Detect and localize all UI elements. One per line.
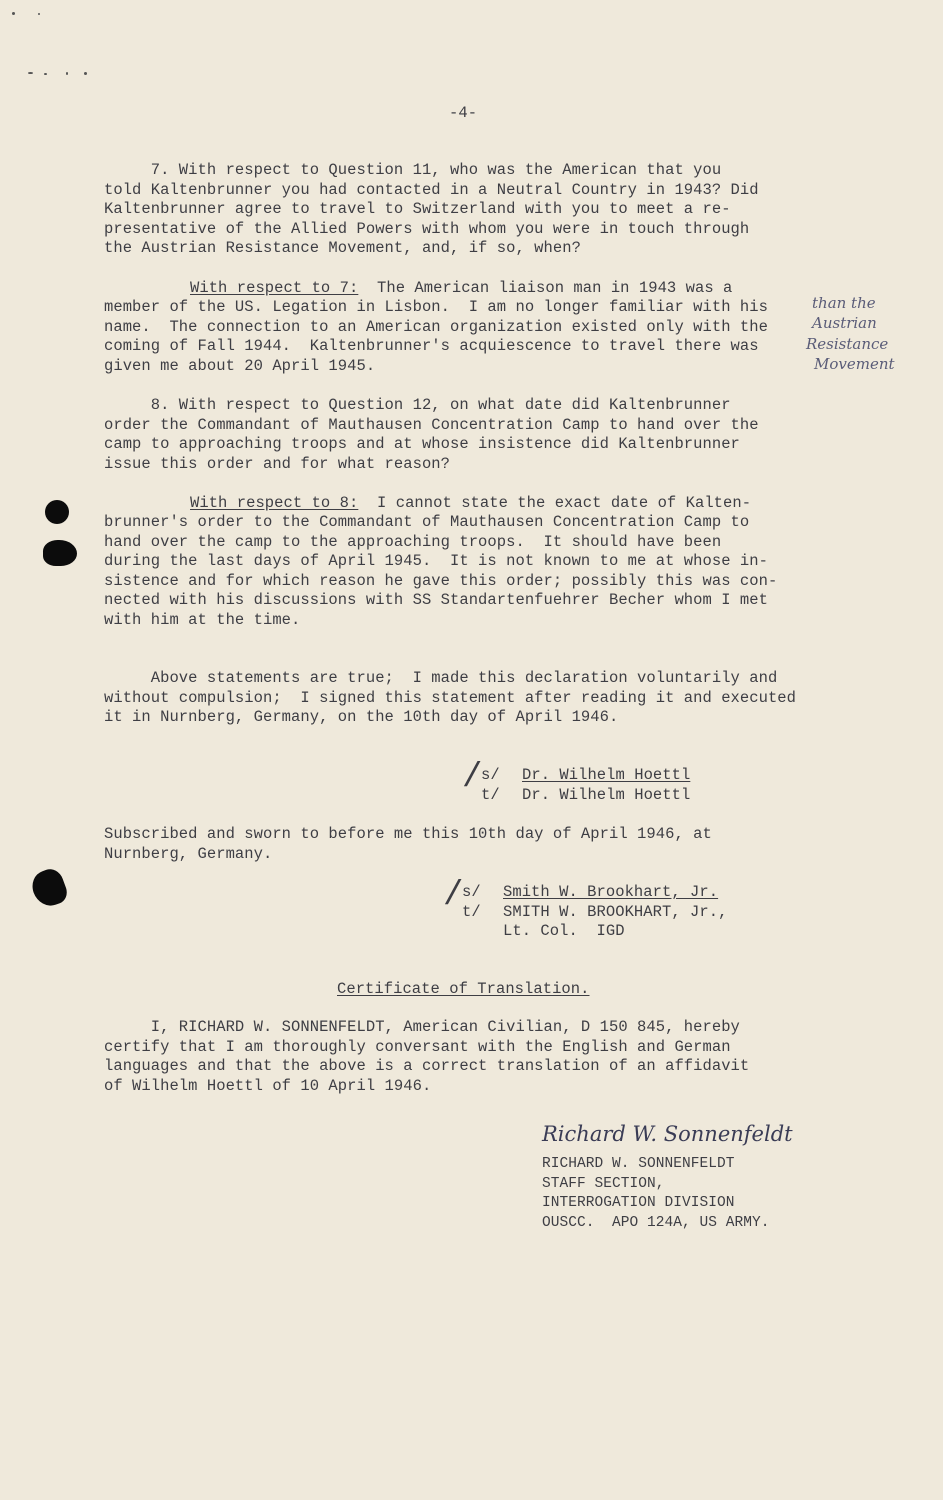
text-line: member of the US. Legation in Lisbon. I am no longer familiar with his [104, 298, 768, 316]
signed-name: Dr. Wilhelm Hoettl [522, 766, 691, 784]
text-line: during the last days of April 1945. It is not known to me at whose in- [104, 552, 768, 570]
handwritten-signature: Richard W. Sonnenfeldt [542, 1122, 793, 1146]
text-line: camp to approaching troops and at whose insistence did Kaltenbrunner [104, 435, 740, 453]
speck [28, 72, 33, 74]
text-line: languages and that the above is a correct translation of an affidavit [104, 1057, 750, 1075]
typed-name: Dr. Wilhelm Hoettl [522, 786, 691, 804]
text-line: 8. With respect to Question 12, on what date did Kaltenbrunner [104, 396, 731, 414]
punch-hole-bottom [28, 866, 70, 911]
rank: Lt. Col. IGD [503, 922, 625, 940]
punch-hole-middle [43, 540, 77, 566]
text-line: name. The connection to an American organization existed only with the [104, 318, 768, 336]
speck [12, 12, 15, 15]
text-line: Nurnberg, Germany. [104, 845, 273, 863]
speck [44, 73, 47, 75]
signature-t-label: t/ [462, 903, 481, 921]
text-line: presentative of the Allied Powers with whom you were in touch through [104, 220, 750, 238]
speck [84, 72, 87, 75]
text-line: told Kaltenbrunner you had contacted in a Neutral Country in 1943? Did [104, 181, 759, 199]
page-number: -4- [449, 104, 478, 122]
text-line: RICHARD W. SONNENFELDT [542, 1156, 735, 1172]
answer-text: The American liaison man in 1943 was a [358, 279, 733, 297]
signature-s-label: s/ [462, 883, 481, 901]
text-line: Subscribed and sworn to before me this 10th day of April 1946, at [104, 825, 712, 843]
text-line: I, RICHARD W. SONNENFELDT, American Civilian, D 150 845, hereby [104, 1018, 740, 1036]
handwritten-insert: Austrian [812, 314, 877, 332]
text-line: the Austrian Resistance Movement, and, if so, when? [104, 239, 581, 257]
text-line: nected with his discussions with SS Standartenfuehrer Becher whom I met [104, 591, 768, 609]
answer-first-line [190, 279, 732, 299]
text-line: STAFF SECTION, [542, 1176, 665, 1192]
text-line: sistence and for which reason he gave this order; possibly this was con- [104, 572, 778, 590]
text-line: it in Nurnberg, Germany, on the 10th day of April 1946. [104, 708, 619, 726]
answer-heading: With respect to 7: [190, 279, 359, 297]
answer-heading: With respect to 8: [190, 494, 359, 512]
text-line: Above statements are true; I made this declaration voluntarily and [104, 669, 778, 687]
text-line: order the Commandant of Mauthausen Concentration Camp to hand over the [104, 416, 759, 434]
speck [66, 72, 68, 75]
typed-name: SMITH W. BROOKHART, Jr., [503, 903, 728, 921]
handwritten-insert: Movement [814, 355, 895, 373]
text-line: given me about 20 April 1945. [104, 357, 376, 375]
slash-mark: / [443, 877, 464, 915]
text-line: with him at the time. [104, 611, 301, 629]
text-line: OUSCC. APO 124A, US ARMY. [542, 1215, 770, 1231]
signature-s-label: s/ [481, 766, 500, 784]
answer-text: I cannot state the exact date of Kalten- [358, 494, 752, 512]
text-line: issue this order and for what reason? [104, 455, 451, 473]
text-line: of Wilhelm Hoettl of 10 April 1946. [104, 1077, 432, 1095]
signed-name: Smith W. Brookhart, Jr. [503, 883, 719, 901]
slash-mark: / [462, 759, 483, 797]
text-line: hand over the camp to the approaching troops. It should have been [104, 533, 722, 551]
handwritten-insert: Resistance [806, 335, 889, 353]
text-line: certify that I am thoroughly conversant with the English and German [104, 1038, 731, 1056]
certificate-title: Certificate of Translation. [337, 980, 590, 998]
text-line: coming of Fall 1944. Kaltenbrunner's acquiescence to travel there was [104, 337, 759, 355]
signature-t-label: t/ [481, 786, 500, 804]
answer-first-line [190, 494, 751, 514]
text-line: INTERROGATION DIVISION [542, 1195, 735, 1211]
text-line: brunner's order to the Commandant of Mauthausen Concentration Camp to [104, 513, 750, 531]
text-line: without compulsion; I signed this statement after reading it and executed [104, 689, 797, 707]
text-line: Kaltenbrunner agree to travel to Switzerland with you to meet a re- [104, 200, 731, 218]
speck [38, 13, 40, 15]
handwritten-insert: than the [812, 294, 876, 312]
text-line: 7. With respect to Question 11, who was the American that you [104, 161, 722, 179]
punch-hole-top [45, 500, 69, 524]
